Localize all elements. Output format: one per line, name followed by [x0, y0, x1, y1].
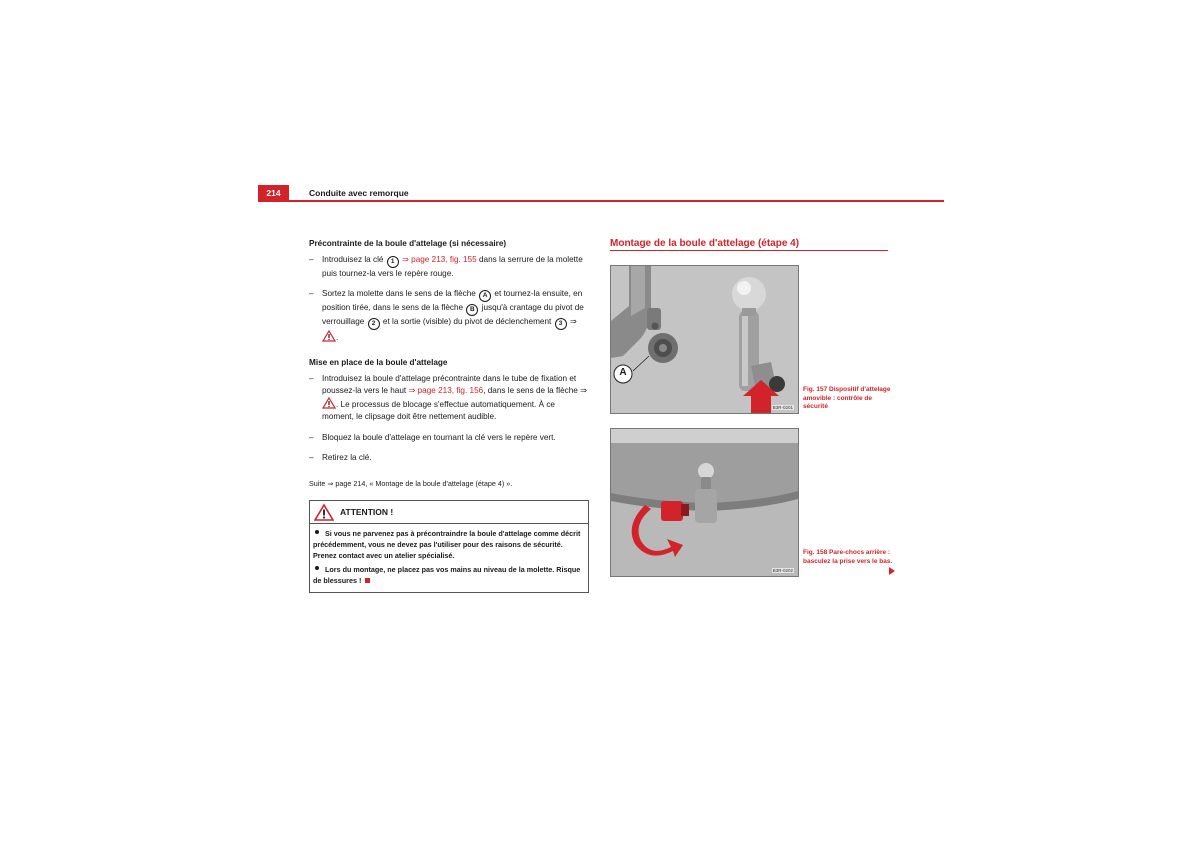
attention-text: Lors du montage, ne placez pas vos mains au niveau de la molette. Risque de blessures !	[313, 565, 581, 586]
tow-hitch-illustration-icon	[611, 266, 798, 413]
page-reference-link[interactable]: ⇒ page 213, fig. 155	[402, 255, 477, 265]
page-number: 214	[258, 185, 289, 201]
section-title: Montage de la boule d'attelage (étape 4)	[610, 238, 800, 249]
header-divider	[258, 200, 944, 202]
circled-number: 1	[387, 256, 399, 268]
callout-label-a: A	[619, 367, 627, 378]
end-of-section-icon	[365, 578, 370, 583]
dash-marker: –	[309, 255, 314, 265]
warning-triangle-icon	[314, 504, 334, 521]
warning-triangle-icon[interactable]	[322, 330, 339, 343]
attention-text: Si vous ne parvenez pas à précontraindre la boule d'attelage comme décrit précédemment, vous ne devez pas l'utiliser pour des raisons de sécurité. Prenez contact avec un atelier spécialisé.	[313, 529, 581, 561]
circled-number: 2	[368, 318, 380, 330]
figure-code: B3R-0201	[772, 405, 793, 410]
step-text: Introduisez la clé	[322, 255, 384, 265]
section-heading-precontrainte: Précontrainte de la boule d'attelage (si nécessaire)	[309, 239, 507, 248]
arrow-reference: ⇒	[569, 317, 577, 327]
step-text: Bloquez la boule d'attelage en tournant la clé vers le repère vert.	[322, 432, 556, 442]
step-text: jusqu'à crantage du pivot de verrouillage	[322, 303, 584, 327]
figure-158-rear-bumper	[610, 428, 799, 577]
bullet-icon	[315, 530, 319, 534]
figure-157-tow-hitch	[610, 265, 799, 414]
rear-bumper-illustration-icon	[611, 429, 798, 576]
bullet-icon	[315, 566, 319, 570]
attention-body	[310, 524, 588, 592]
dash-marker: –	[309, 289, 314, 299]
figure-157-caption: Fig. 157 Dispositif d'attelage amovible : contrôle de sécurité	[803, 386, 891, 410]
section-divider	[610, 250, 888, 251]
warning-triangle-icon[interactable]	[322, 397, 336, 409]
figure-158-caption: Fig. 158 Pare-chocs arrière : basculez la prise vers le bas.	[803, 549, 893, 565]
instruction-step	[309, 432, 589, 444]
instruction-step	[309, 254, 589, 280]
step-text: Sortez la molette dans le sens de la flèche	[322, 289, 476, 299]
left-column	[309, 238, 589, 593]
instruction-step	[309, 288, 589, 344]
step-text: Introduisez la boule d'attelage précontrainte dans le tube de fixation et poussez-la vers le haut	[322, 373, 577, 396]
step-text: , dans le sens de la flèche ⇒	[483, 386, 587, 396]
circled-letter: A	[479, 290, 491, 302]
step-text: Retirez la clé.	[322, 452, 372, 462]
step-text: dans la serrure de la molette puis tournez-la vers le repère rouge.	[322, 255, 583, 279]
step-text: et la sortie (visible) du pivot de déclenchement	[382, 317, 552, 327]
figure-code: B3R-0202	[772, 568, 793, 573]
section-heading-mise-en-place: Mise en place de la boule d'attelage	[309, 357, 448, 367]
dash-marker: –	[309, 432, 314, 442]
chapter-title: Conduite avec remorque	[309, 188, 409, 198]
page-reference-link[interactable]: ⇒ page 213, fig. 156	[408, 386, 484, 396]
instruction-step	[309, 452, 589, 464]
attention-item	[313, 528, 584, 561]
dash-marker: –	[309, 373, 314, 383]
dash-marker: –	[309, 452, 314, 462]
step-text: .	[336, 333, 339, 343]
attention-box	[309, 500, 589, 593]
attention-header	[310, 501, 588, 524]
continue-arrow-icon[interactable]	[889, 567, 895, 575]
instruction-step	[309, 373, 589, 424]
attention-title: ATTENTION !	[340, 507, 394, 518]
continuation-reference[interactable]: Suite ⇒ page 214, « Montage de la boule d'attelage (étape 4) ».	[309, 479, 513, 489]
circled-number: 3	[555, 318, 567, 330]
step-text: et tournez-la ensuite, en position tirée, dans le sens de la flèche	[322, 289, 583, 313]
circled-letter: B	[466, 304, 478, 316]
attention-item	[313, 564, 584, 586]
step-text: . Le processus de blocage s'effectue automatiquement. À ce moment, le clipsage doit être nettement audible.	[322, 400, 555, 422]
